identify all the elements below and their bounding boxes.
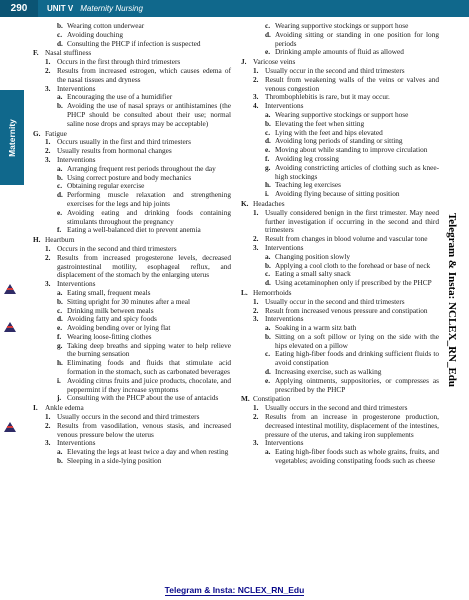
right-column <box>241 22 439 466</box>
item-text: Avoiding long periods of standing or sitting <box>275 136 403 146</box>
unit-label: UNIT V <box>47 4 74 13</box>
lettered-item <box>33 457 231 466</box>
item-label: 3. <box>253 92 259 102</box>
item-label: J. <box>241 57 247 67</box>
item-label: b. <box>57 172 63 182</box>
item-label: a. <box>265 251 271 261</box>
item-text: Usually occur in the second and third trimesters <box>265 65 405 75</box>
item-label: 2. <box>253 305 259 315</box>
item-text: Using acetaminophen only if prescribed by the PHCP <box>275 278 432 288</box>
item-text: Arranging frequent rest periods throughout the day <box>67 163 216 173</box>
item-text: Heartburn <box>45 235 75 245</box>
item-text: Thrombophlebitis is rare, but it may occur. <box>265 92 390 102</box>
item-text: Avoiding bending over or lying flat <box>67 323 171 333</box>
item-text: Interventions <box>265 242 304 252</box>
item-label: b. <box>265 331 271 341</box>
item-text: Taking deep breaths and sipping water to help relieve the burning sensation <box>67 340 231 359</box>
item-label: 3. <box>45 83 51 93</box>
item-label: e. <box>265 145 271 155</box>
vertical-watermark-text: Telegram & Insta: NCLEX_RN_Edu <box>446 212 458 388</box>
item-label: b. <box>57 456 63 466</box>
item-label: e. <box>57 323 63 333</box>
item-label: d. <box>265 367 271 377</box>
item-text: Result from changes in blood volume and vascular tone <box>265 234 428 244</box>
item-text: Wearing supportive stockings or support hose <box>275 109 409 119</box>
item-label: b. <box>265 260 271 270</box>
item-label: g. <box>265 162 271 172</box>
item-text: Sleeping in a side-lying position <box>67 456 162 466</box>
item-text: Usually results from hormonal changes <box>57 146 172 156</box>
lettered-item <box>241 146 439 155</box>
lettered-item <box>33 394 231 403</box>
item-text: Occurs in the first through third trimesters <box>57 57 181 67</box>
item-text: Usually occur in the second and third trimesters <box>265 296 405 306</box>
item-text: Interventions <box>265 438 304 448</box>
item-text: Elevating the feet when sitting <box>275 118 365 128</box>
item-label: d. <box>57 38 63 48</box>
item-text: Eliminating foods and fluids that stimulate acid formation in the stomach, such as carbonated beverages <box>67 358 231 377</box>
item-text: Lying with the feet and hips elevated <box>275 127 383 137</box>
lettered-item <box>33 209 231 227</box>
item-text: Results from an increase in progesterone production, decreased intestinal motility, displacement of the intestines, pressure of the uterus, and taking iron supplements <box>265 412 439 439</box>
item-text: Interventions <box>265 314 304 324</box>
item-label: e. <box>265 47 271 57</box>
item-text: Sitting upright for 30 minutes after a meal <box>67 296 191 306</box>
item-label: 3. <box>253 438 259 448</box>
item-text: Using correct posture and body mechanics <box>67 172 192 182</box>
item-text: Eating small, frequent meals <box>67 287 151 297</box>
item-text: Drinking ample amounts of fluid as allowed <box>275 47 404 57</box>
pyramid-marker-icon <box>4 422 16 432</box>
item-label: 1. <box>45 243 51 253</box>
item-label: h. <box>57 358 63 368</box>
item-label: 1. <box>45 57 51 67</box>
item-text: Moving about while standing to improve circulation <box>275 145 428 155</box>
side-tab-label: Maternity <box>7 118 17 157</box>
item-text: Avoiding leg crossing <box>275 153 339 163</box>
item-label: i. <box>265 189 269 199</box>
item-label: a. <box>57 447 63 457</box>
item-label: 1. <box>253 207 259 217</box>
item-text: Results from vasodilation, venous stasis, and increased venous pressure below the uterus <box>57 420 231 439</box>
item-label: L. <box>241 287 248 297</box>
item-label: 2. <box>45 252 51 262</box>
item-label: b. <box>57 21 63 30</box>
lettered-item <box>33 342 231 360</box>
lettered-item <box>33 40 231 49</box>
numbered-item <box>241 76 439 94</box>
item-label: a. <box>265 323 271 333</box>
numbered-item <box>241 413 439 439</box>
left-column <box>33 22 231 466</box>
item-label: a. <box>57 287 63 297</box>
item-text: Interventions <box>57 279 96 289</box>
item-text: Avoiding douching <box>67 29 124 39</box>
item-text: Avoiding flying because of sitting position <box>275 189 400 199</box>
item-text: Wearing cotton underwear <box>67 21 145 30</box>
item-label: d. <box>265 278 271 288</box>
item-text: Performing muscle relaxation and strengthening exercises for the legs and hip joints <box>67 190 231 208</box>
item-text: Eating high-fiber foods and drinking sufficient fluids to avoid constipation <box>275 349 439 368</box>
item-text: Eating a well-balanced diet to prevent anemia <box>67 225 201 235</box>
item-label: c. <box>265 269 271 279</box>
item-label: 1. <box>253 65 259 75</box>
lettered-item <box>33 102 231 128</box>
item-text: Soaking in a warm sitz bath <box>275 323 357 333</box>
numbered-item <box>33 254 231 280</box>
item-label: H. <box>33 235 41 245</box>
item-label: 1. <box>45 412 51 422</box>
item-label: e. <box>57 207 63 217</box>
item-label: 2. <box>253 412 259 422</box>
item-text: Usually occurs in the second and third trimesters <box>265 403 408 413</box>
item-text: Usually considered benign in the first trimester. May need further investigation if occurring in the second and third trimesters <box>265 207 439 235</box>
item-label: i. <box>57 375 61 385</box>
item-text: Teaching leg exercises <box>275 180 341 190</box>
item-text: Consulting with the PHCP about the use of antacids <box>67 393 219 403</box>
pyramid-marker-icon <box>4 284 16 294</box>
item-label: d. <box>265 29 271 39</box>
item-label: a. <box>57 163 63 173</box>
item-text: Wearing supportive stockings or support hose <box>275 21 409 30</box>
item-text: Interventions <box>265 101 304 111</box>
item-label: 4. <box>253 101 259 111</box>
item-label: f. <box>265 153 270 163</box>
item-label: K. <box>241 198 249 208</box>
item-text: Avoiding constricting articles of clothing such as knee-high stockings <box>275 162 439 181</box>
lettered-item <box>33 377 231 395</box>
item-label: 2. <box>45 420 51 430</box>
lettered-item <box>33 226 231 235</box>
item-text: Applying ointments, suppositories, or compresses as prescribed by the PHCP <box>275 375 439 394</box>
item-label: F. <box>33 48 39 58</box>
item-label: j. <box>57 393 62 403</box>
item-text: Headaches <box>253 198 285 208</box>
item-text: Obtaining regular exercise <box>67 181 145 191</box>
item-text: Increasing exercise, such as walking <box>275 367 382 377</box>
item-label: 1. <box>45 137 51 147</box>
item-label: 2. <box>45 146 51 156</box>
lettered-item <box>241 164 439 182</box>
item-label: 1. <box>253 403 259 413</box>
page-number: 290 <box>0 0 38 17</box>
item-label: a. <box>265 109 271 119</box>
numbered-item <box>33 422 231 440</box>
item-text: Avoiding eating and drinking foods containing stimulants throughout the pregnancy <box>67 207 231 226</box>
item-label: a. <box>57 92 63 102</box>
item-text: Changing position slowly <box>275 251 350 261</box>
item-label: c. <box>57 29 63 39</box>
item-text: Avoiding sitting or standing in one position for long periods <box>275 29 439 48</box>
lettered-item <box>33 191 231 209</box>
item-text: Hemorrhoids <box>253 287 292 297</box>
item-label: f. <box>57 331 62 341</box>
lettered-item <box>241 31 439 49</box>
lettered-item <box>241 377 439 395</box>
item-label: d. <box>57 314 63 324</box>
numbered-item <box>33 67 231 85</box>
item-text: Avoiding the use of nasal sprays or antihistamines (the PHCP should be consulted about their use; normal saline nose drops and sprays may be acceptable) <box>67 101 231 128</box>
item-text: Constipation <box>253 394 291 404</box>
item-label: c. <box>57 305 63 315</box>
item-label: c. <box>265 21 271 30</box>
item-text: Interventions <box>57 83 96 93</box>
item-text: Varicose veins <box>253 57 296 67</box>
item-label: c. <box>265 127 271 137</box>
item-text: Occurs in the second and third trimesters <box>57 243 177 253</box>
item-text: Encouraging the use of a humidifier <box>67 92 173 102</box>
item-text: Avoiding fatty and spicy foods <box>67 314 157 324</box>
section-side-tab <box>0 90 24 185</box>
item-label: d. <box>57 190 63 200</box>
item-label: 3. <box>45 279 51 289</box>
item-text: Ankle edema <box>45 403 84 413</box>
item-text: Results from increased progesterone levels, decreased gastrointestinal motility, esophageal reflux, and displacement of the stomach by the enlarging uterus <box>57 252 231 280</box>
lettered-item <box>33 22 231 31</box>
pyramid-marker-icon <box>4 322 16 332</box>
item-text: Nasal stuffiness <box>45 48 92 58</box>
item-text: Results from increased estrogen, which causes edema of the nasal tissues and dryness <box>57 65 231 84</box>
item-label: M. <box>241 394 250 404</box>
item-label: b. <box>57 101 63 111</box>
item-label: e. <box>265 375 271 385</box>
item-label: h. <box>265 180 271 190</box>
item-text: Elevating the legs at least twice a day and when resting <box>67 447 229 457</box>
item-label: g. <box>57 340 63 350</box>
item-text: Result from increased venous pressure and constipation <box>265 305 428 315</box>
footer-text: Telegram & Insta: NCLEX_RN_Edu <box>164 585 305 595</box>
item-text: Usually occurs in the second and third trimesters <box>57 412 200 422</box>
lettered-item <box>241 350 439 368</box>
book-title: Maternity Nursing <box>80 4 143 13</box>
item-text: Eating high-fiber foods such as whole grains, fruits, and vegetables; avoiding constipating foods such as cheese <box>275 447 439 466</box>
lettered-item <box>241 279 439 288</box>
item-text: Fatigue <box>45 128 67 138</box>
item-label: 2. <box>253 234 259 244</box>
item-label: a. <box>265 447 271 457</box>
item-label: 3. <box>253 314 259 324</box>
item-text: Occurs usually in the first and third trimesters <box>57 137 191 147</box>
item-label: 3. <box>253 242 259 252</box>
item-label: b. <box>57 296 63 306</box>
header-text <box>47 0 143 17</box>
item-label: G. <box>33 128 41 138</box>
item-text: Drinking milk between meals <box>67 305 154 315</box>
item-label: 2. <box>45 65 51 75</box>
item-text: Consulting the PHCP if infection is suspected <box>67 38 201 48</box>
item-text: Wearing loose-fitting clothes <box>67 331 152 341</box>
lettered-item <box>241 190 439 199</box>
item-text: Eating a small salty snack <box>275 269 351 279</box>
lettered-item <box>241 48 439 57</box>
lettered-item <box>241 448 439 466</box>
item-label: b. <box>265 118 271 128</box>
running-header <box>0 0 469 17</box>
item-text: Result from weakening walls of the veins or valves and venous congestion <box>265 74 439 93</box>
item-text: Applying a cool cloth to the forehead or base of neck <box>275 260 431 270</box>
item-text: Avoiding citrus fruits and juice products, chocolate, and peppermint if they increase symptoms <box>67 375 231 394</box>
item-text: Interventions <box>57 438 96 448</box>
item-label: I. <box>33 403 38 413</box>
item-label: 2. <box>253 74 259 84</box>
lettered-item <box>33 359 231 377</box>
item-label: 3. <box>45 154 51 164</box>
item-label: 1. <box>253 296 259 306</box>
item-label: c. <box>57 181 63 191</box>
item-label: d. <box>265 136 271 146</box>
item-label: c. <box>265 349 271 359</box>
item-text: Sitting on a soft pillow or lying on the side with the hips elevated on a pillow <box>275 331 439 350</box>
item-label: f. <box>57 225 62 235</box>
item-label: 3. <box>45 438 51 448</box>
numbered-item <box>241 209 439 235</box>
page-footer <box>0 585 469 595</box>
lettered-item <box>241 333 439 351</box>
item-text: Interventions <box>57 154 96 164</box>
